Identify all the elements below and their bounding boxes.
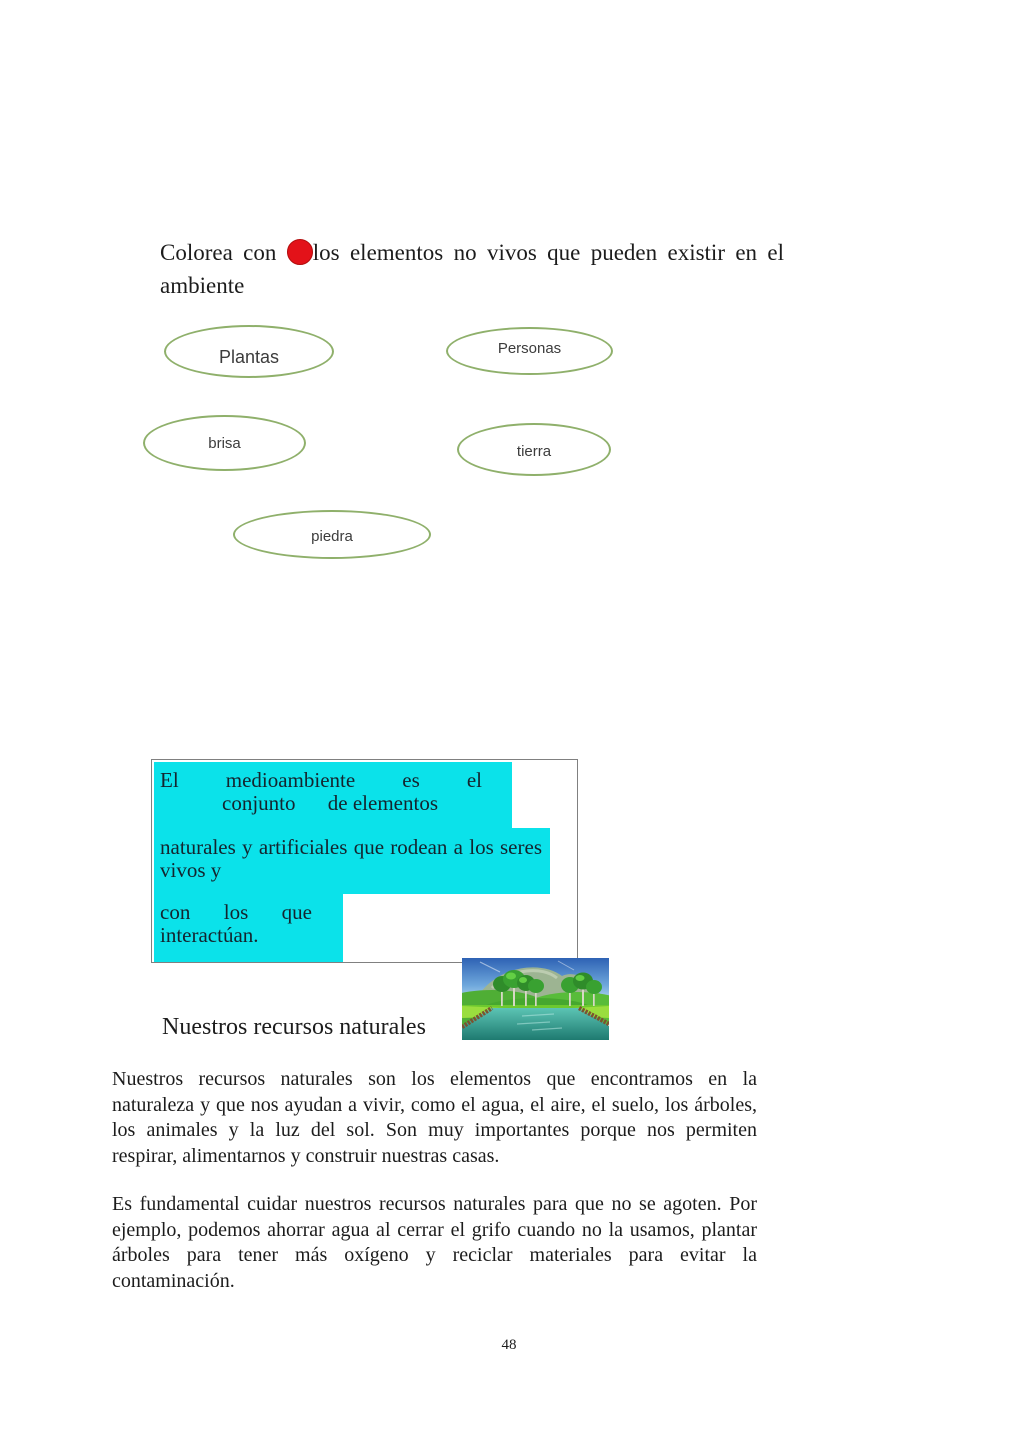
title-rest: los elementos no vivos que pueden existir en el bbox=[312, 240, 785, 265]
bubble-brisa bbox=[143, 415, 306, 471]
paragraph-line: Nuestros recursos naturales son los elementos que encontramos en la bbox=[112, 1068, 757, 1090]
paragraph-line: contaminación. bbox=[112, 1269, 235, 1292]
bubble-personas-label: Personas bbox=[497, 339, 562, 357]
bubble-piedra-label: piedra bbox=[311, 528, 353, 545]
definition-line-1: El medioambiente es el bbox=[160, 768, 482, 792]
title-lead: Colorea con bbox=[160, 240, 277, 265]
title-line-2: ambiente bbox=[160, 273, 245, 298]
bubble-tierra bbox=[457, 423, 611, 476]
definition-line-6: interactúan. bbox=[160, 923, 259, 947]
river-landscape-svg bbox=[462, 958, 609, 1040]
page-number: 48 bbox=[501, 1337, 517, 1353]
definition-line-4: vivos y bbox=[160, 858, 222, 882]
definition-line-2: conjunto de elementos bbox=[222, 791, 438, 815]
bubble-tierra-label: tierra bbox=[516, 443, 552, 460]
paragraph-recursos bbox=[112, 1067, 757, 1169]
river-landscape-illustration bbox=[462, 958, 609, 1040]
worksheet-title bbox=[160, 236, 784, 302]
bubble-brisa-label: brisa bbox=[208, 434, 241, 452]
definition-line-3: naturales y artificiales que rodean a los seres bbox=[160, 835, 542, 859]
bubble-personas bbox=[446, 327, 613, 375]
paragraph-line: los animales y la luz del sol. Son muy importantes porque nos permiten bbox=[112, 1119, 757, 1141]
bubble-plantas bbox=[164, 325, 334, 378]
paragraph-line: ejemplo, podemos ahorrar agua al cerrar el grifo cuando no la usamos, plantar bbox=[112, 1218, 757, 1241]
paragraph-cuidado bbox=[112, 1192, 757, 1294]
paragraph-line: respirar, alimentarnos y construir nuestras casas. bbox=[112, 1144, 500, 1167]
title-line-1 bbox=[160, 236, 784, 269]
bubble-plantas-label: Plantas bbox=[218, 347, 280, 367]
paragraph-line: árboles para tener más oxígeno y reciclar materiales para evitar la bbox=[112, 1244, 757, 1266]
section-heading: Nuestros recursos naturales bbox=[162, 1014, 426, 1040]
bubble-piedra bbox=[233, 510, 431, 559]
definition-line-5: con los que bbox=[160, 900, 312, 924]
red-circle-icon bbox=[287, 239, 313, 265]
paragraph-line: Es fundamental cuidar nuestros recursos naturales para que no se agoten. Por bbox=[112, 1193, 757, 1215]
paragraph-line: naturaleza y que nos ayudan a vivir, como el agua, el aire, el suelo, los árboles, bbox=[112, 1093, 757, 1116]
